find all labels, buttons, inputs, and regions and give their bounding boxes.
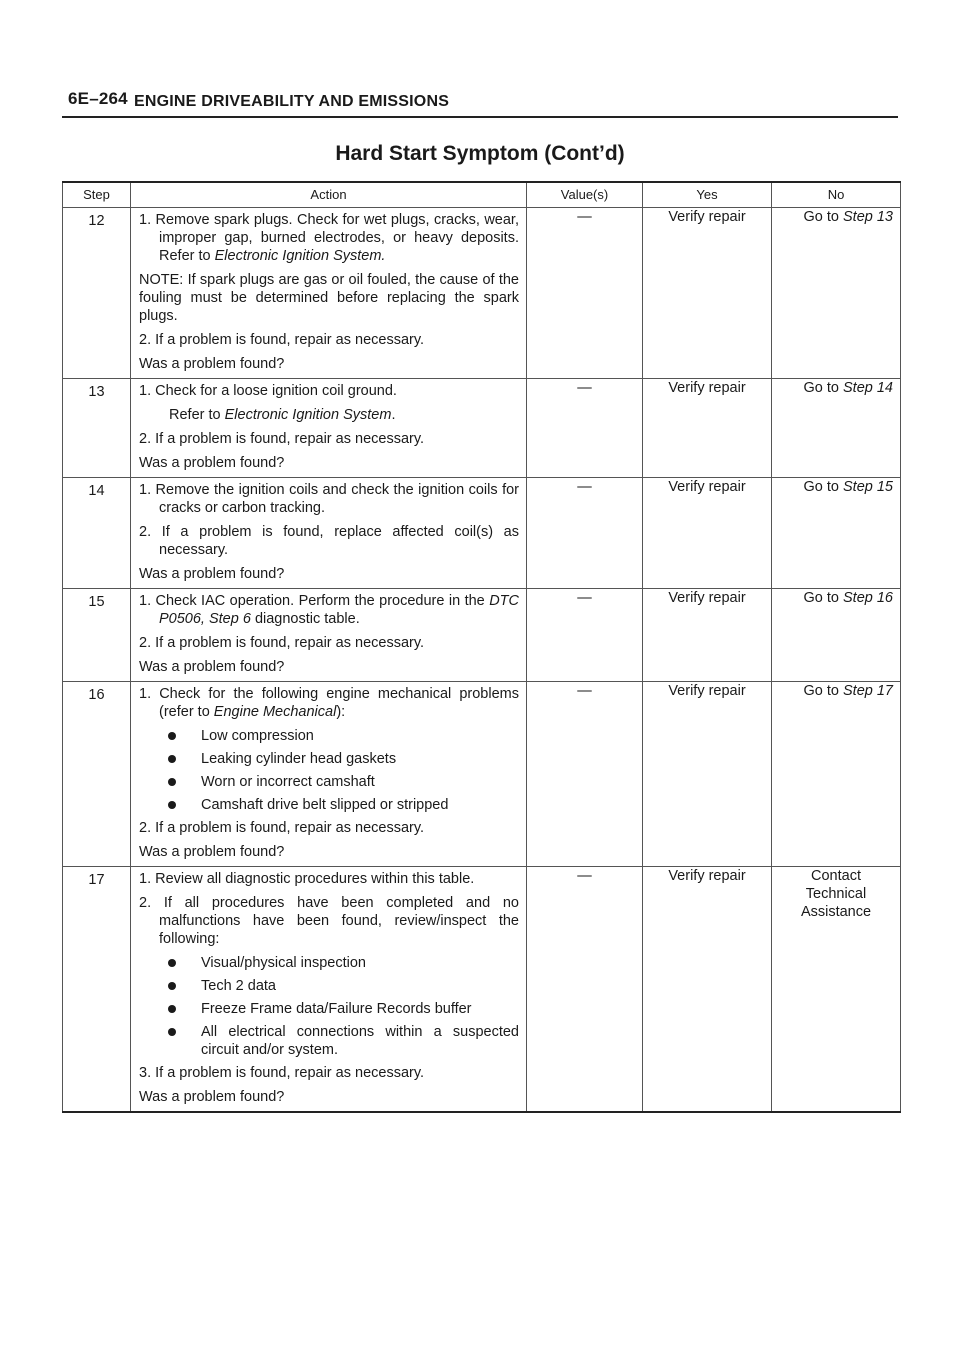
bullet-icon	[168, 982, 176, 990]
action-item: 2. If a problem is found, repair as necessary.	[139, 431, 425, 447]
contact-line: Contact	[811, 868, 861, 884]
action-item: 2. If a problem is found, repair as necessary.	[139, 820, 425, 836]
action-item-reference: Refer to Electronic Ignition System.	[169, 407, 396, 423]
action-cell	[131, 867, 527, 1113]
action-cell	[131, 478, 527, 589]
step-number: 16	[63, 682, 131, 867]
action-item: 2. If a problem is found, replace affected coil(s) as necessary.	[139, 524, 519, 558]
bullet-item: Visual/physical inspection	[139, 954, 519, 972]
no-cell: Go to Step 15	[772, 478, 901, 589]
column-header-action: Action	[131, 182, 527, 208]
action-item: 1. Remove the ignition coils and check the ignition coils for cracks or carbon tracking.	[139, 482, 519, 516]
column-header-values: Value(s)	[527, 182, 643, 208]
note-text: NOTE: If spark plugs are gas or oil fouled, the cause of the fouling must be determined before replacing the spark plugs.	[139, 272, 519, 324]
no-cell: Go to Step 17	[772, 682, 901, 867]
question-text: Was a problem found?	[139, 844, 285, 860]
bullet-item: Leaking cylinder head gaskets	[139, 750, 519, 768]
action-item: 1. Check IAC operation. Perform the procedure in the DTC P0506, Step 6 diagnostic table.	[139, 593, 519, 627]
bullet-item: Tech 2 data	[139, 977, 519, 995]
action-item: 2. If all procedures have been completed and no malfunctions have been found, review/inspect the following:	[139, 895, 519, 947]
action-cell	[131, 682, 527, 867]
bullet-icon	[168, 755, 176, 763]
action-item: 2. If a problem is found, repair as necessary.	[139, 635, 425, 651]
step-link: Step 15	[843, 479, 893, 495]
step-number: 15	[63, 589, 131, 682]
diagnostic-table	[62, 181, 901, 1113]
table-row	[63, 867, 901, 1113]
step-number: 17	[63, 867, 131, 1113]
table-row	[63, 682, 901, 867]
action-item: 2. If a problem is found, repair as necessary.	[139, 332, 425, 348]
bullet-item: Worn or incorrect camshaft	[139, 773, 519, 791]
yes-cell: Verify repair	[643, 379, 772, 478]
value-cell: —	[527, 867, 643, 1113]
yes-cell: Verify repair	[643, 589, 772, 682]
bullet-icon	[168, 732, 176, 740]
contact-line: Technical	[805, 886, 867, 902]
step-link: Step 17	[843, 683, 893, 699]
step-link: Step 13	[843, 209, 893, 225]
action-item: 1. Remove spark plugs. Check for wet plugs, cracks, wear, improper gap, burned electrodes, or heavy deposits. Refer to Electronic Ignition System.	[139, 212, 519, 264]
cross-reference: Engine Mechanical	[213, 704, 337, 720]
page-title: Hard Start Symptom (Cont’d)	[335, 142, 625, 165]
action-cell	[131, 208, 527, 379]
question-text: Was a problem found?	[139, 455, 285, 471]
yes-cell: Verify repair	[643, 682, 772, 867]
cross-reference: Electronic Ignition System	[224, 407, 392, 423]
bullet-icon	[168, 1005, 176, 1013]
column-header-no: No	[772, 182, 901, 208]
table-row	[63, 379, 901, 478]
value-cell: —	[527, 208, 643, 379]
bullet-icon	[168, 959, 176, 967]
yes-cell: Verify repair	[643, 478, 772, 589]
bullet-item: Low compression	[139, 727, 519, 745]
contact-line: Assistance	[800, 904, 872, 920]
action-item: 1. Check for a loose ignition coil ground.	[139, 383, 397, 399]
bullet-item: Freeze Frame data/Failure Records buffer	[139, 1000, 519, 1018]
no-cell: Go to Step 13	[772, 208, 901, 379]
section-title: ENGINE DRIVEABILITY AND EMISSIONS	[134, 93, 450, 110]
page-header	[62, 88, 898, 118]
action-cell	[131, 589, 527, 682]
bullet-icon	[168, 801, 176, 809]
bullet-item: All electrical connections within a suspected circuit and/or system.	[139, 1023, 519, 1059]
question-text: Was a problem found?	[139, 1089, 285, 1105]
cross-reference: DTC P0506, Step 6	[159, 593, 519, 627]
no-cell: Go to Step 16	[772, 589, 901, 682]
value-cell: —	[527, 379, 643, 478]
question-text: Was a problem found?	[139, 566, 285, 582]
action-cell	[131, 379, 527, 478]
column-header-yes: Yes	[643, 182, 772, 208]
table-row	[63, 478, 901, 589]
yes-cell: Verify repair	[643, 867, 772, 1113]
no-cell	[772, 867, 901, 1113]
value-cell: —	[527, 682, 643, 867]
step-number: 13	[63, 379, 131, 478]
bullet-item: Camshaft drive belt slipped or stripped	[139, 796, 519, 814]
column-header-step: Step	[63, 182, 131, 208]
table-row	[63, 208, 901, 379]
cross-reference: Electronic Ignition System.	[214, 248, 386, 264]
page-number: 6E–264	[68, 89, 128, 108]
value-cell: —	[527, 589, 643, 682]
value-cell: —	[527, 478, 643, 589]
step-link: Step 14	[843, 380, 893, 396]
step-number: 14	[63, 478, 131, 589]
action-item: 3. If a problem is found, repair as necessary.	[139, 1065, 425, 1081]
step-link: Step 16	[843, 590, 893, 606]
question-text: Was a problem found?	[139, 659, 285, 675]
step-number: 12	[63, 208, 131, 379]
no-cell: Go to Step 14	[772, 379, 901, 478]
yes-cell: Verify repair	[643, 208, 772, 379]
table-row	[63, 589, 901, 682]
bullet-icon	[168, 1028, 176, 1036]
action-item: 1. Review all diagnostic procedures within this table.	[139, 871, 475, 887]
question-text: Was a problem found?	[139, 356, 285, 372]
bullet-icon	[168, 778, 176, 786]
action-item: 1. Check for the following engine mechanical problems (refer to Engine Mechanical):	[139, 686, 519, 720]
table-header-row	[63, 182, 901, 208]
